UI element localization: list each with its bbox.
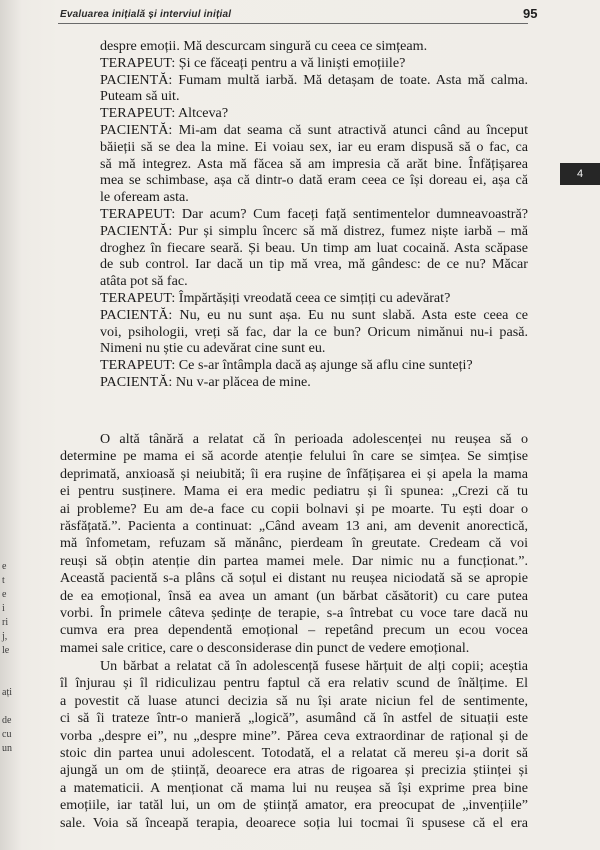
margin-fragment — [2, 672, 16, 686]
text-line: vorba „despre ei”, nu „despre mine”. Părea ceva extraordinar de rațional și de — [60, 727, 528, 744]
text-line: a povestit că luase atunci decizia să nu își arate niciun fel de sentimente, — [60, 692, 528, 709]
dialogue-line: Puteam să uit. — [100, 88, 180, 105]
dialogue-block — [100, 38, 528, 391]
margin-fragment: ați — [2, 687, 12, 698]
dialogue-line: TERAPEUT: Dar acum? Cum faceți față sentimentelor dumneavoastră? — [100, 205, 528, 222]
text-line: vorbi. În primele câteva ședințe de terapie, s-a întrebat cu voce tare dacă nu — [60, 604, 528, 621]
margin-fragment: cu — [2, 729, 12, 740]
text-line: deprimată, anxioasă și neiubită; îi era rușine de înfățișarea ei și apela la mama — [60, 465, 528, 482]
margin-fragment: e — [2, 561, 7, 572]
dialogue-line: droghez în fiecare seară. Și beau. Un timp am luat cocaină. Asta scăpase — [100, 239, 528, 256]
dialogue-line: TERAPEUT: Altceva? — [100, 105, 229, 122]
dialogue-line: Nimeni nu știe cu adevărat cine sunt eu. — [100, 340, 326, 357]
text-line: de ea emoțional, însă ea avea un amant (un bărbat căsătorit) cu care putea — [60, 587, 528, 604]
facing-page-bleed — [2, 560, 16, 756]
margin-fragment: j, — [2, 631, 8, 642]
text-line: reuși să obțin atenție din partea mamei mele. Dar nimic nu a funcționat.”. — [60, 552, 528, 569]
dialogue-line: voi, psihologii, vreți să fac, dar la ce bun? Oricum nimănui nu-i pasă. — [100, 323, 528, 340]
dialogue-line: mea se schimbase, așa că dintr-o dată eram ceea ce își doreau ei, așa că — [100, 172, 528, 189]
dialogue-line: TERAPEUT: Împărtășiți vreodată ceea ce simțiți cu adevărat? — [100, 289, 451, 306]
margin-fragment: i — [2, 603, 5, 614]
dialogue-line: PACIENTĂ: Nu v-ar plăcea de mine. — [100, 373, 311, 390]
margin-fragment: ri — [2, 617, 9, 628]
text-line: emoțiile, iar tatăl lui, un om de știință amator, era preocupat de „invențiile” — [60, 797, 528, 814]
dialogue-line: TERAPEUT: Și ce făceați pentru a vă liniști emoțiile? — [100, 54, 406, 71]
margin-fragment: un — [2, 743, 12, 754]
text-line: mamei sale critice, care o desconsiderase din punct de vedere emoțional. — [60, 639, 470, 656]
dialogue-line: băieții să se dea la mine. Ei voiau sex, iar eu eram dispusă să o fac, ca — [100, 138, 528, 155]
margin-fragment: t — [2, 575, 5, 586]
dialogue-line: PACIENTĂ: Nu, eu nu sunt așa. Eu nu sunt slabă. Asta este ceea ce — [100, 306, 528, 323]
dialogue-line: de sub control. Iar dacă un tip mă vrea, mă gândesc: de ce nu? Măcar — [100, 256, 528, 273]
text-line: a matematicii. A menționat că mama lui nu reușea să își exprime prea bine — [60, 779, 528, 796]
body-text — [60, 431, 528, 832]
text-line: ci să îi trateze într-o manieră „logică”, asumând că în astfel de situații este — [60, 710, 528, 727]
dialogue-line: PACIENTĂ: Pur și simplu încerc să mă distrez, fumez niște iarbă – mă — [100, 222, 528, 239]
text-line: Această pacientă s-a plâns că soțul ei distant nu reușea niciodată să se apropie — [60, 570, 528, 587]
margin-fragment: e — [2, 589, 7, 600]
margin-fragment: le — [2, 645, 10, 656]
text-line: determine pe mama ei să acorde atenție felului în care se simțea. Se simțise — [60, 448, 528, 465]
paragraph — [60, 658, 528, 832]
margin-fragment — [2, 700, 16, 714]
dialogue-line: atâta pot să fac. — [100, 273, 188, 290]
text-line: mă înfometam, refuzam să mănânc, pierdeam în greutate. Credeam că voi — [60, 535, 528, 552]
margin-fragment: de — [2, 715, 12, 726]
page-number: 95 — [523, 6, 538, 21]
text-line: Un bărbat a relatat că în adolescență fusese hărțuit de alți copii; aceștia — [100, 658, 528, 675]
dialogue-line: să mă integrez. Asta mă făcea să am impresia că arăt bine. Înfățișarea — [100, 155, 528, 172]
header-rule — [58, 23, 528, 24]
text-line: ei pentru susținere. Mama ei era medic pediatru și îi spunea: „Crezi că tu — [60, 483, 528, 500]
text-line: cumva era prea dependentă emoțional – repetând precum un ecou vocea — [60, 622, 528, 639]
text-line: stoic din partea unui adolescent. Totodată, el a relatat că mereu și-a dorit să — [60, 745, 528, 762]
text-line: sale. Voia să înceapă terapia, deoarece soția lui tocmai îi spusese că el era — [60, 814, 528, 831]
dialogue-line: PACIENTĂ: Fumam multă iarbă. Mă detașam de toate. Asta mă calma. — [100, 71, 528, 88]
margin-fragment — [2, 658, 16, 672]
paragraph — [60, 431, 528, 657]
dialogue-line: despre emoții. Mă descurcam singură cu ceea ce simțeam. — [100, 38, 428, 54]
text-line: ai probleme? Eu am de-a face cu copii bolnavi și pe moarte. Tu ești doar o — [60, 500, 528, 517]
dialogue-line: PACIENTĂ: Mi-am dat seama că sunt atractivă atunci când au început — [100, 121, 528, 138]
text-line: O altă tânără a relatat că în perioada adolescenței nu reușea să o — [100, 431, 528, 447]
text-line: îl înjurau și îl ridiculizau pentru faptul că era relativ scund de înălțime. El — [60, 675, 528, 692]
dialogue-line: TERAPEUT: Ce s-ar întâmpla dacă aș ajunge să aflu cine sunteți? — [100, 357, 473, 374]
text-line: răsfățată.”. Pacienta a continuat: „Când aveam 13 ani, am devenit anorectică, — [60, 517, 528, 534]
chapter-tab: 4 — [560, 163, 600, 185]
text-line: ajungă un om de știință, deoarece era atras de rigoarea și precizia științei și — [60, 762, 528, 779]
dialogue-line: le ofeream asta. — [100, 189, 189, 206]
running-header-title: Evaluarea inițială și interviul inițial — [60, 9, 232, 20]
